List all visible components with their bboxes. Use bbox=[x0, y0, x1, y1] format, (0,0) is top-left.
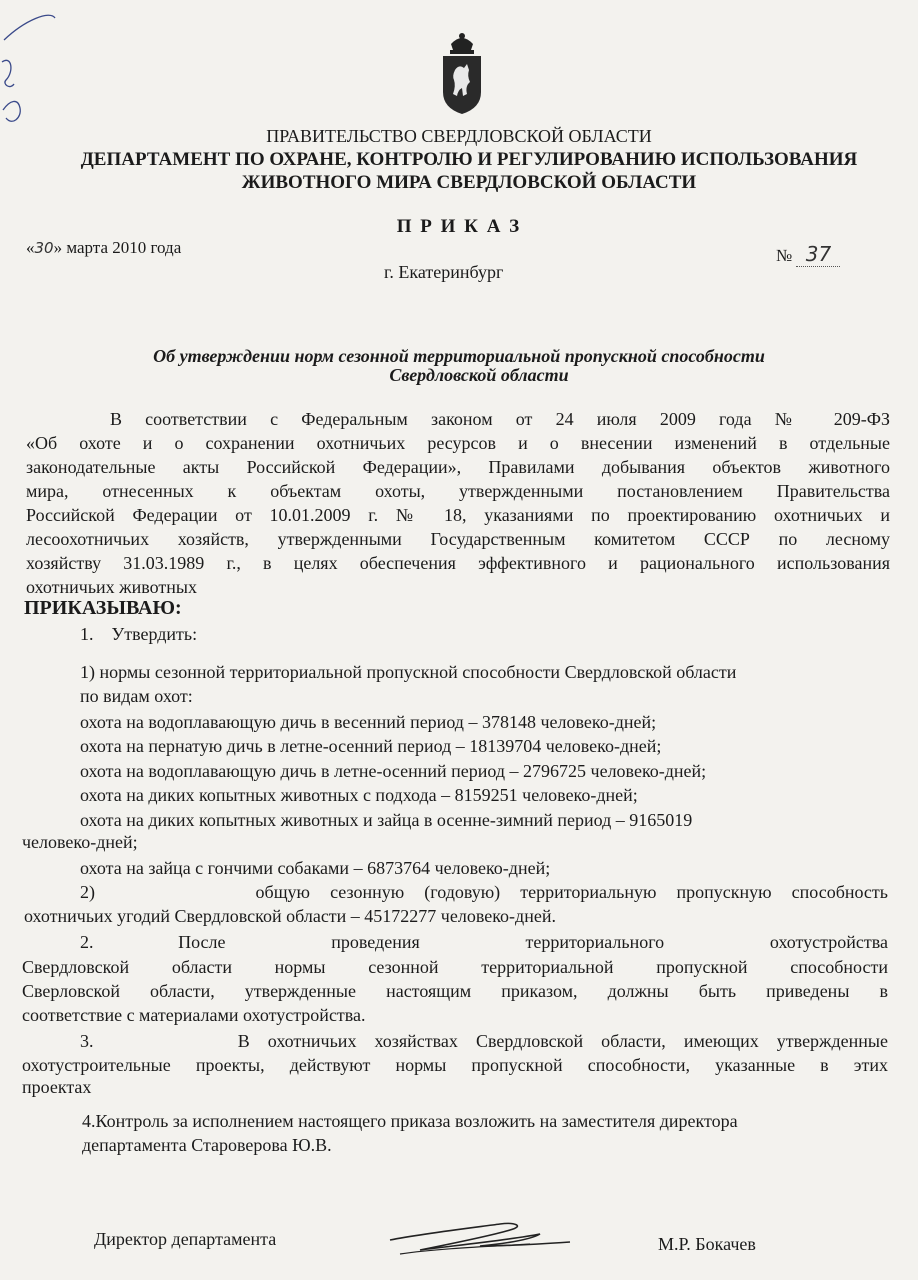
item-2-line-d: соответствие с материалами охотустройства. bbox=[22, 1005, 366, 1025]
preamble-line-5: Российской Федерации от 10.01.2009 г. № 18, указаниями по проектированию охотничьих и bbox=[26, 505, 890, 525]
preamble-line-2: «Об охоте и о сохранении охотничьих ресурсов и о внесении изменений в отдельные bbox=[26, 433, 890, 453]
government-title: ПРАВИТЕЛЬСТВО СВЕРДЛОВСКОЙ ОБЛАСТИ bbox=[266, 126, 652, 146]
order-date bbox=[26, 236, 181, 260]
coat-of-arms-emblem bbox=[437, 30, 487, 116]
order-number bbox=[776, 242, 840, 268]
signatory-name: М.Р. Бокачев bbox=[658, 1234, 756, 1254]
item-2-line-a: 2. После проведения территориального охотустройства bbox=[80, 932, 888, 952]
item-1-heading: 1. Утвердить: bbox=[80, 624, 198, 644]
document-type-heading: П Р И К А З bbox=[396, 216, 522, 237]
preamble-line-8: охотничьих животных bbox=[26, 577, 197, 597]
hunting-norm-1: охота на водоплавающую дичь в весенний период – 378148 человеко-дней; bbox=[80, 712, 657, 732]
item-1-2-line-b: охотничьих угодий Свердловской области – 45172277 человеко-дней. bbox=[24, 906, 556, 926]
hunting-norm-3: охота на водоплавающую дичь в летне-осенний период – 2796725 человеко-дней; bbox=[80, 761, 707, 781]
handwritten-signature bbox=[380, 1206, 580, 1266]
preamble-line-7: хозяйству 31.03.1989 г., в целях обеспечения эффективного и рационального использования bbox=[26, 553, 890, 573]
date-day-handwritten: 30 bbox=[34, 239, 54, 257]
preamble-line-1: В соответствии с Федеральным законом от 24 июля 2009 года № 209-ФЗ bbox=[110, 409, 890, 429]
item-3-line-a: 3. В охотничьих хозяйствах Свердловской области, имеющих утвержденные bbox=[80, 1031, 888, 1051]
item-2-line-c: Сверловской области, утвержденные настоящим приказом, должны быть приведены в bbox=[22, 981, 888, 1001]
order-title-line-1: Об утверждении норм сезонной территориальной пропускной способности bbox=[153, 346, 765, 366]
item-1-1-line-a: 1) нормы сезонной территориальной пропускной способности Свердловской области bbox=[80, 662, 737, 682]
preamble-line-6: лесоохотничьих хозяйств, утвержденными Государственным комитетом СССР по лесному bbox=[26, 529, 890, 549]
date-month-year: » марта 2010 года bbox=[53, 238, 182, 257]
department-name-line-1: ДЕПАРТАМЕНТ ПО ОХРАНЕ, КОНТРОЛЮ И РЕГУЛИРОВАНИЮ ИСПОЛЬЗОВАНИЯ bbox=[80, 149, 858, 170]
hunting-norm-4: охота на диких копытных животных с подхода – 8159251 человеко-дней; bbox=[80, 785, 638, 805]
hunting-norm-5-line-b: человеко-дней; bbox=[22, 832, 138, 852]
item-1-1-line-b: по видам охот: bbox=[80, 686, 193, 706]
city-name: г. Екатеринбург bbox=[384, 262, 504, 282]
number-value-handwritten: 37 bbox=[796, 242, 840, 267]
item-2-line-b: Свердловской области нормы сезонной территориальной пропускной способности bbox=[22, 957, 888, 977]
department-name-line-2: ЖИВОТНОГО МИРА СВЕРДЛОВСКОЙ ОБЛАСТИ bbox=[241, 172, 697, 193]
hunting-norm-6: охота на зайца с гончими собаками – 6873764 человеко-дней; bbox=[80, 858, 551, 878]
item-3-line-b: охотустроительные проекты, действуют нормы пропускной способности, указанные в этих bbox=[22, 1055, 888, 1075]
number-label: № bbox=[776, 246, 793, 265]
item-3-line-c: проектах bbox=[22, 1077, 92, 1097]
order-title-line-2: Свердловской области bbox=[389, 365, 569, 385]
date-open-quote: « bbox=[26, 238, 35, 257]
preamble-line-4: мира, отнесенных к объектам охоты, утвержденными постановлением Правительства bbox=[26, 481, 890, 501]
item-4-line-a: 4.Контроль за исполнением настоящего приказа возложить на заместителя директора bbox=[82, 1111, 738, 1131]
preamble-line-3: законодательные акты Российской Федерации», Правилами добывания объектов животного bbox=[26, 457, 890, 477]
signature-position: Директор департамента bbox=[94, 1229, 277, 1249]
hunting-norm-5-line-a: охота на диких копытных животных и зайца в осенне-зимний период – 9165019 bbox=[80, 810, 693, 830]
hunting-norm-2: охота на пернатую дичь в летне-осенний период – 18139704 человеко-дней; bbox=[80, 736, 662, 756]
item-4-line-b: департамента Староверова Ю.В. bbox=[82, 1135, 332, 1155]
order-word: ПРИКАЗЫВАЮ: bbox=[24, 597, 182, 619]
item-1-2-line-a: 2) общую сезонную (годовую) территориальную пропускную способность bbox=[80, 882, 888, 902]
